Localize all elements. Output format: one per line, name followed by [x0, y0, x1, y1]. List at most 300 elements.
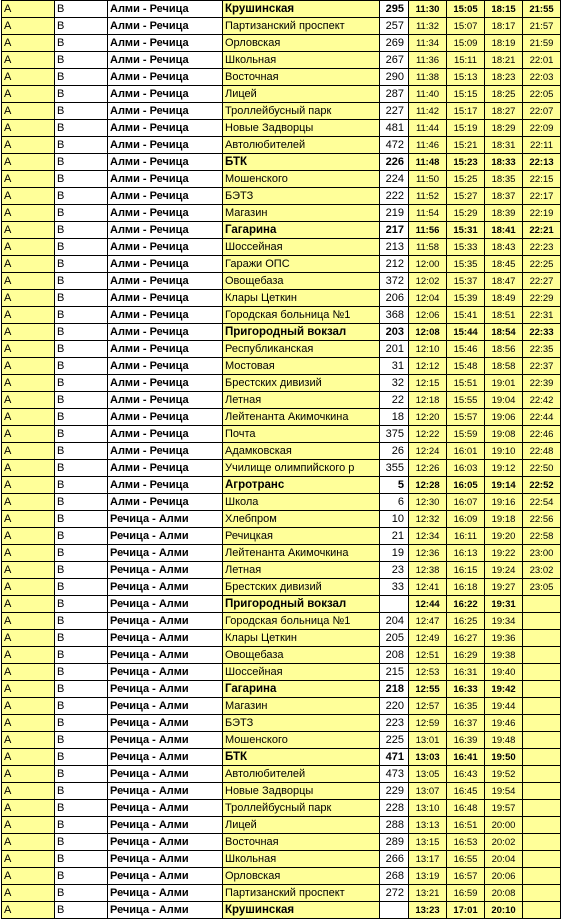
stop-name-cell[interactable]: Лейтенанта Акимочкина [223, 409, 380, 426]
stop-name-cell[interactable]: Орловская [223, 35, 380, 52]
time-cell-3[interactable]: 18:15 [485, 1, 523, 18]
stop-number-cell[interactable]: 473 [380, 766, 409, 783]
time-cell-4[interactable] [523, 885, 561, 902]
stop-number-cell[interactable]: 18 [380, 409, 409, 426]
time-cell-1[interactable]: 12:04 [409, 290, 447, 307]
stop-name-cell[interactable]: Овощебаза [223, 273, 380, 290]
stop-name-cell[interactable]: Шоссейная [223, 239, 380, 256]
route-cell[interactable]: Алми - Речица [108, 188, 223, 205]
time-cell-2[interactable]: 15:51 [447, 375, 485, 392]
stop-number-cell[interactable]: 31 [380, 358, 409, 375]
route-cell[interactable]: Алми - Речица [108, 222, 223, 239]
time-cell-1[interactable]: 12:26 [409, 460, 447, 477]
stop-name-cell[interactable]: Школьная [223, 851, 380, 868]
time-cell-2[interactable]: 15:55 [447, 392, 485, 409]
col-a-cell[interactable]: А [2, 732, 55, 749]
time-cell-1[interactable]: 11:42 [409, 103, 447, 120]
route-cell[interactable]: Алми - Речица [108, 375, 223, 392]
col-b-cell[interactable]: В [55, 545, 108, 562]
stop-number-cell[interactable]: 267 [380, 52, 409, 69]
time-cell-1[interactable]: 13:17 [409, 851, 447, 868]
stop-number-cell[interactable]: 201 [380, 341, 409, 358]
time-cell-1[interactable]: 12:12 [409, 358, 447, 375]
time-cell-3[interactable]: 19:46 [485, 715, 523, 732]
col-a-cell[interactable]: А [2, 1, 55, 18]
time-cell-2[interactable]: 16:33 [447, 681, 485, 698]
time-cell-1[interactable]: 11:56 [409, 222, 447, 239]
time-cell-4[interactable]: 22:33 [523, 324, 561, 341]
time-cell-2[interactable]: 16:13 [447, 545, 485, 562]
stop-name-cell[interactable]: Гаражи ОПС [223, 256, 380, 273]
time-cell-3[interactable]: 18:39 [485, 205, 523, 222]
time-cell-4[interactable]: 22:27 [523, 273, 561, 290]
stop-number-cell[interactable]: 226 [380, 154, 409, 171]
route-cell[interactable]: Речица - Алми [108, 817, 223, 834]
time-cell-3[interactable]: 19:14 [485, 477, 523, 494]
col-b-cell[interactable]: В [55, 188, 108, 205]
col-b-cell[interactable]: В [55, 494, 108, 511]
route-cell[interactable]: Речица - Алми [108, 630, 223, 647]
route-cell[interactable]: Речица - Алми [108, 851, 223, 868]
time-cell-3[interactable]: 18:29 [485, 120, 523, 137]
time-cell-2[interactable]: 15:25 [447, 171, 485, 188]
time-cell-1[interactable]: 13:15 [409, 834, 447, 851]
col-a-cell[interactable]: А [2, 681, 55, 698]
time-cell-2[interactable]: 15:57 [447, 409, 485, 426]
time-cell-3[interactable]: 19:31 [485, 596, 523, 613]
route-cell[interactable]: Алми - Речица [108, 137, 223, 154]
time-cell-1[interactable]: 12:41 [409, 579, 447, 596]
time-cell-1[interactable]: 13:19 [409, 868, 447, 885]
time-cell-1[interactable]: 12:15 [409, 375, 447, 392]
col-b-cell[interactable]: В [55, 596, 108, 613]
col-b-cell[interactable]: В [55, 613, 108, 630]
time-cell-4[interactable]: 22:19 [523, 205, 561, 222]
col-a-cell[interactable]: А [2, 902, 55, 919]
time-cell-4[interactable] [523, 596, 561, 613]
time-cell-4[interactable] [523, 613, 561, 630]
time-cell-1[interactable]: 12:02 [409, 273, 447, 290]
time-cell-1[interactable]: 12:44 [409, 596, 447, 613]
time-cell-1[interactable]: 11:32 [409, 18, 447, 35]
time-cell-4[interactable]: 22:56 [523, 511, 561, 528]
time-cell-2[interactable]: 15:05 [447, 1, 485, 18]
col-a-cell[interactable]: А [2, 205, 55, 222]
time-cell-2[interactable]: 16:57 [447, 868, 485, 885]
col-a-cell[interactable]: А [2, 188, 55, 205]
time-cell-3[interactable]: 19:34 [485, 613, 523, 630]
col-b-cell[interactable]: В [55, 783, 108, 800]
time-cell-3[interactable]: 19:27 [485, 579, 523, 596]
stop-number-cell[interactable] [380, 596, 409, 613]
col-b-cell[interactable]: В [55, 154, 108, 171]
route-cell[interactable]: Речица - Алми [108, 664, 223, 681]
col-b-cell[interactable]: В [55, 409, 108, 426]
col-a-cell[interactable]: А [2, 103, 55, 120]
stop-name-cell[interactable]: Автолюбителей [223, 766, 380, 783]
route-cell[interactable]: Алми - Речица [108, 171, 223, 188]
col-a-cell[interactable]: А [2, 630, 55, 647]
time-cell-3[interactable]: 19:52 [485, 766, 523, 783]
time-cell-2[interactable]: 15:35 [447, 256, 485, 273]
time-cell-1[interactable]: 12:55 [409, 681, 447, 698]
time-cell-3[interactable]: 18:54 [485, 324, 523, 341]
stop-name-cell[interactable]: Брестских дивизий [223, 579, 380, 596]
time-cell-4[interactable]: 22:44 [523, 409, 561, 426]
time-cell-2[interactable]: 15:31 [447, 222, 485, 239]
stop-number-cell[interactable]: 6 [380, 494, 409, 511]
time-cell-1[interactable]: 12:10 [409, 341, 447, 358]
col-a-cell[interactable]: А [2, 698, 55, 715]
stop-name-cell[interactable]: Лейтенанта Акимочкина [223, 545, 380, 562]
stop-number-cell[interactable]: 223 [380, 715, 409, 732]
route-cell[interactable]: Речица - Алми [108, 681, 223, 698]
route-cell[interactable]: Алми - Речица [108, 1, 223, 18]
time-cell-4[interactable]: 21:57 [523, 18, 561, 35]
route-cell[interactable]: Речица - Алми [108, 511, 223, 528]
col-a-cell[interactable]: А [2, 494, 55, 511]
time-cell-1[interactable]: 11:54 [409, 205, 447, 222]
time-cell-3[interactable]: 18:27 [485, 103, 523, 120]
col-b-cell[interactable]: В [55, 273, 108, 290]
stop-number-cell[interactable]: 204 [380, 613, 409, 630]
time-cell-1[interactable]: 12:32 [409, 511, 447, 528]
stop-number-cell[interactable]: 481 [380, 120, 409, 137]
time-cell-3[interactable]: 20:02 [485, 834, 523, 851]
col-a-cell[interactable]: А [2, 868, 55, 885]
stop-name-cell[interactable]: Шоссейная [223, 664, 380, 681]
stop-number-cell[interactable]: 212 [380, 256, 409, 273]
col-b-cell[interactable]: В [55, 562, 108, 579]
time-cell-1[interactable]: 11:30 [409, 1, 447, 18]
stop-name-cell[interactable]: Восточная [223, 834, 380, 851]
col-a-cell[interactable]: А [2, 511, 55, 528]
time-cell-3[interactable]: 19:08 [485, 426, 523, 443]
stop-name-cell[interactable]: Почта [223, 426, 380, 443]
time-cell-1[interactable]: 13:07 [409, 783, 447, 800]
time-cell-2[interactable]: 17:01 [447, 902, 485, 919]
stop-number-cell[interactable]: 287 [380, 86, 409, 103]
time-cell-2[interactable]: 15:37 [447, 273, 485, 290]
time-cell-3[interactable]: 18:49 [485, 290, 523, 307]
col-a-cell[interactable]: А [2, 885, 55, 902]
col-a-cell[interactable]: А [2, 239, 55, 256]
col-a-cell[interactable]: А [2, 409, 55, 426]
stop-number-cell[interactable]: 208 [380, 647, 409, 664]
col-a-cell[interactable]: А [2, 664, 55, 681]
time-cell-1[interactable]: 13:21 [409, 885, 447, 902]
col-a-cell[interactable]: А [2, 783, 55, 800]
time-cell-4[interactable] [523, 902, 561, 919]
stop-name-cell[interactable]: Мошенского [223, 732, 380, 749]
col-a-cell[interactable]: А [2, 749, 55, 766]
stop-number-cell[interactable]: 471 [380, 749, 409, 766]
col-b-cell[interactable]: В [55, 868, 108, 885]
col-b-cell[interactable]: В [55, 120, 108, 137]
time-cell-2[interactable]: 15:17 [447, 103, 485, 120]
col-a-cell[interactable]: А [2, 222, 55, 239]
route-cell[interactable]: Речица - Алми [108, 885, 223, 902]
time-cell-3[interactable]: 18:23 [485, 69, 523, 86]
time-cell-2[interactable]: 15:29 [447, 205, 485, 222]
stop-number-cell[interactable]: 289 [380, 834, 409, 851]
time-cell-4[interactable]: 22:15 [523, 171, 561, 188]
col-b-cell[interactable]: В [55, 35, 108, 52]
route-cell[interactable]: Алми - Речица [108, 341, 223, 358]
stop-number-cell[interactable]: 355 [380, 460, 409, 477]
route-cell[interactable]: Алми - Речица [108, 477, 223, 494]
time-cell-3[interactable]: 19:06 [485, 409, 523, 426]
stop-name-cell[interactable]: Крушинская [223, 1, 380, 18]
col-b-cell[interactable]: В [55, 732, 108, 749]
stop-name-cell[interactable]: Брестских дивизий [223, 375, 380, 392]
col-b-cell[interactable]: В [55, 477, 108, 494]
time-cell-2[interactable]: 15:59 [447, 426, 485, 443]
col-b-cell[interactable]: В [55, 511, 108, 528]
col-a-cell[interactable]: А [2, 528, 55, 545]
col-a-cell[interactable]: А [2, 375, 55, 392]
time-cell-2[interactable]: 16:09 [447, 511, 485, 528]
col-b-cell[interactable]: В [55, 528, 108, 545]
time-cell-2[interactable]: 16:29 [447, 647, 485, 664]
time-cell-1[interactable]: 12:22 [409, 426, 447, 443]
time-cell-2[interactable]: 16:43 [447, 766, 485, 783]
stop-name-cell[interactable]: Городская больница №1 [223, 613, 380, 630]
time-cell-2[interactable]: 16:37 [447, 715, 485, 732]
stop-name-cell[interactable]: БТК [223, 749, 380, 766]
col-b-cell[interactable]: В [55, 647, 108, 664]
stop-number-cell[interactable]: 22 [380, 392, 409, 409]
time-cell-2[interactable]: 16:22 [447, 596, 485, 613]
col-b-cell[interactable]: В [55, 307, 108, 324]
stop-name-cell[interactable]: Республиканская [223, 341, 380, 358]
route-cell[interactable]: Алми - Речица [108, 392, 223, 409]
stop-name-cell[interactable]: Партизанский проспект [223, 885, 380, 902]
col-b-cell[interactable]: В [55, 290, 108, 307]
time-cell-2[interactable]: 15:44 [447, 324, 485, 341]
stop-name-cell[interactable]: Новые Задворцы [223, 120, 380, 137]
col-a-cell[interactable]: А [2, 579, 55, 596]
col-a-cell[interactable]: А [2, 834, 55, 851]
route-cell[interactable]: Алми - Речица [108, 35, 223, 52]
route-cell[interactable]: Речица - Алми [108, 749, 223, 766]
stop-name-cell[interactable]: Автолюбителей [223, 137, 380, 154]
col-b-cell[interactable]: В [55, 885, 108, 902]
time-cell-2[interactable]: 16:27 [447, 630, 485, 647]
time-cell-3[interactable]: 19:54 [485, 783, 523, 800]
stop-number-cell[interactable]: 213 [380, 239, 409, 256]
col-b-cell[interactable]: В [55, 579, 108, 596]
col-a-cell[interactable]: А [2, 460, 55, 477]
time-cell-1[interactable]: 12:20 [409, 409, 447, 426]
time-cell-1[interactable]: 12:24 [409, 443, 447, 460]
col-a-cell[interactable]: А [2, 273, 55, 290]
time-cell-1[interactable]: 12:36 [409, 545, 447, 562]
time-cell-1[interactable]: 11:48 [409, 154, 447, 171]
col-b-cell[interactable]: В [55, 426, 108, 443]
col-b-cell[interactable]: В [55, 341, 108, 358]
time-cell-2[interactable]: 16:07 [447, 494, 485, 511]
time-cell-3[interactable]: 18:17 [485, 18, 523, 35]
time-cell-1[interactable]: 11:36 [409, 52, 447, 69]
stop-number-cell[interactable]: 5 [380, 477, 409, 494]
time-cell-2[interactable]: 16:11 [447, 528, 485, 545]
time-cell-4[interactable] [523, 868, 561, 885]
stop-number-cell[interactable] [380, 902, 409, 919]
route-cell[interactable]: Речица - Алми [108, 834, 223, 851]
time-cell-2[interactable]: 16:31 [447, 664, 485, 681]
col-a-cell[interactable]: А [2, 256, 55, 273]
time-cell-2[interactable]: 16:55 [447, 851, 485, 868]
stop-number-cell[interactable]: 372 [380, 273, 409, 290]
time-cell-3[interactable]: 19:48 [485, 732, 523, 749]
time-cell-4[interactable]: 22:07 [523, 103, 561, 120]
route-cell[interactable]: Алми - Речица [108, 409, 223, 426]
time-cell-2[interactable]: 16:39 [447, 732, 485, 749]
col-b-cell[interactable]: В [55, 902, 108, 919]
time-cell-2[interactable]: 16:03 [447, 460, 485, 477]
stop-name-cell[interactable]: Хлебпром [223, 511, 380, 528]
time-cell-1[interactable]: 13:10 [409, 800, 447, 817]
time-cell-4[interactable] [523, 749, 561, 766]
time-cell-1[interactable]: 13:01 [409, 732, 447, 749]
stop-number-cell[interactable]: 220 [380, 698, 409, 715]
time-cell-1[interactable]: 13:13 [409, 817, 447, 834]
stop-name-cell[interactable]: Крушинская [223, 902, 380, 919]
time-cell-2[interactable]: 15:23 [447, 154, 485, 171]
time-cell-4[interactable] [523, 681, 561, 698]
time-cell-3[interactable]: 19:40 [485, 664, 523, 681]
time-cell-3[interactable]: 18:19 [485, 35, 523, 52]
stop-name-cell[interactable]: Орловская [223, 868, 380, 885]
time-cell-4[interactable] [523, 698, 561, 715]
stop-name-cell[interactable]: Партизанский проспект [223, 18, 380, 35]
route-cell[interactable]: Алми - Речица [108, 290, 223, 307]
route-cell[interactable]: Алми - Речица [108, 120, 223, 137]
route-cell[interactable]: Алми - Речица [108, 239, 223, 256]
col-a-cell[interactable]: А [2, 545, 55, 562]
col-b-cell[interactable]: В [55, 800, 108, 817]
time-cell-2[interactable]: 16:25 [447, 613, 485, 630]
stop-name-cell[interactable]: Училище олимпийского р [223, 460, 380, 477]
time-cell-4[interactable] [523, 647, 561, 664]
time-cell-3[interactable]: 20:10 [485, 902, 523, 919]
stop-number-cell[interactable]: 224 [380, 171, 409, 188]
time-cell-3[interactable]: 19:22 [485, 545, 523, 562]
time-cell-4[interactable] [523, 766, 561, 783]
time-cell-3[interactable]: 18:47 [485, 273, 523, 290]
col-a-cell[interactable]: А [2, 647, 55, 664]
stop-number-cell[interactable]: 10 [380, 511, 409, 528]
col-a-cell[interactable]: А [2, 562, 55, 579]
time-cell-3[interactable]: 19:50 [485, 749, 523, 766]
stop-name-cell[interactable]: Магазин [223, 205, 380, 222]
time-cell-3[interactable]: 19:38 [485, 647, 523, 664]
time-cell-3[interactable]: 19:12 [485, 460, 523, 477]
stop-number-cell[interactable]: 375 [380, 426, 409, 443]
route-cell[interactable]: Речица - Алми [108, 647, 223, 664]
col-a-cell[interactable]: А [2, 18, 55, 35]
route-cell[interactable]: Речица - Алми [108, 732, 223, 749]
route-cell[interactable]: Речица - Алми [108, 902, 223, 919]
col-b-cell[interactable]: В [55, 239, 108, 256]
col-b-cell[interactable]: В [55, 324, 108, 341]
time-cell-2[interactable]: 16:15 [447, 562, 485, 579]
time-cell-4[interactable]: 22:25 [523, 256, 561, 273]
stop-number-cell[interactable]: 206 [380, 290, 409, 307]
time-cell-1[interactable]: 11:38 [409, 69, 447, 86]
time-cell-2[interactable]: 15:21 [447, 137, 485, 154]
time-cell-1[interactable]: 12:34 [409, 528, 447, 545]
time-cell-2[interactable]: 15:39 [447, 290, 485, 307]
time-cell-3[interactable]: 20:08 [485, 885, 523, 902]
time-cell-1[interactable]: 12:08 [409, 324, 447, 341]
col-a-cell[interactable]: А [2, 426, 55, 443]
col-a-cell[interactable]: А [2, 851, 55, 868]
time-cell-4[interactable]: 22:31 [523, 307, 561, 324]
col-b-cell[interactable]: В [55, 851, 108, 868]
route-cell[interactable]: Алми - Речица [108, 205, 223, 222]
time-cell-1[interactable]: 12:47 [409, 613, 447, 630]
col-b-cell[interactable]: В [55, 817, 108, 834]
stop-name-cell[interactable]: БТК [223, 154, 380, 171]
time-cell-1[interactable]: 12:00 [409, 256, 447, 273]
time-cell-2[interactable]: 15:07 [447, 18, 485, 35]
time-cell-4[interactable]: 22:03 [523, 69, 561, 86]
col-b-cell[interactable]: В [55, 698, 108, 715]
time-cell-2[interactable]: 16:01 [447, 443, 485, 460]
time-cell-1[interactable]: 11:40 [409, 86, 447, 103]
time-cell-4[interactable]: 22:52 [523, 477, 561, 494]
route-cell[interactable]: Речица - Алми [108, 545, 223, 562]
time-cell-1[interactable]: 12:30 [409, 494, 447, 511]
col-a-cell[interactable]: А [2, 120, 55, 137]
stop-name-cell[interactable]: Пригородный вокзал [223, 324, 380, 341]
time-cell-4[interactable]: 22:21 [523, 222, 561, 239]
col-a-cell[interactable]: А [2, 137, 55, 154]
col-a-cell[interactable]: А [2, 86, 55, 103]
time-cell-2[interactable]: 16:18 [447, 579, 485, 596]
stop-name-cell[interactable]: Гагарина [223, 681, 380, 698]
stop-name-cell[interactable]: Речицкая [223, 528, 380, 545]
time-cell-2[interactable]: 15:33 [447, 239, 485, 256]
time-cell-3[interactable]: 19:42 [485, 681, 523, 698]
time-cell-1[interactable]: 11:52 [409, 188, 447, 205]
time-cell-2[interactable]: 15:27 [447, 188, 485, 205]
stop-number-cell[interactable]: 21 [380, 528, 409, 545]
col-a-cell[interactable]: А [2, 324, 55, 341]
time-cell-4[interactable] [523, 800, 561, 817]
time-cell-1[interactable]: 11:46 [409, 137, 447, 154]
col-b-cell[interactable]: В [55, 103, 108, 120]
stop-name-cell[interactable]: Мостовая [223, 358, 380, 375]
col-b-cell[interactable]: В [55, 1, 108, 18]
stop-number-cell[interactable]: 269 [380, 35, 409, 52]
time-cell-1[interactable]: 11:50 [409, 171, 447, 188]
stop-number-cell[interactable]: 32 [380, 375, 409, 392]
col-a-cell[interactable]: А [2, 35, 55, 52]
stop-name-cell[interactable]: Агротранс [223, 477, 380, 494]
time-cell-4[interactable]: 22:50 [523, 460, 561, 477]
time-cell-1[interactable]: 11:58 [409, 239, 447, 256]
time-cell-2[interactable]: 15:48 [447, 358, 485, 375]
time-cell-1[interactable]: 12:57 [409, 698, 447, 715]
time-cell-4[interactable] [523, 834, 561, 851]
time-cell-3[interactable]: 18:21 [485, 52, 523, 69]
col-b-cell[interactable]: В [55, 69, 108, 86]
time-cell-2[interactable]: 15:09 [447, 35, 485, 52]
stop-number-cell[interactable]: 268 [380, 868, 409, 885]
